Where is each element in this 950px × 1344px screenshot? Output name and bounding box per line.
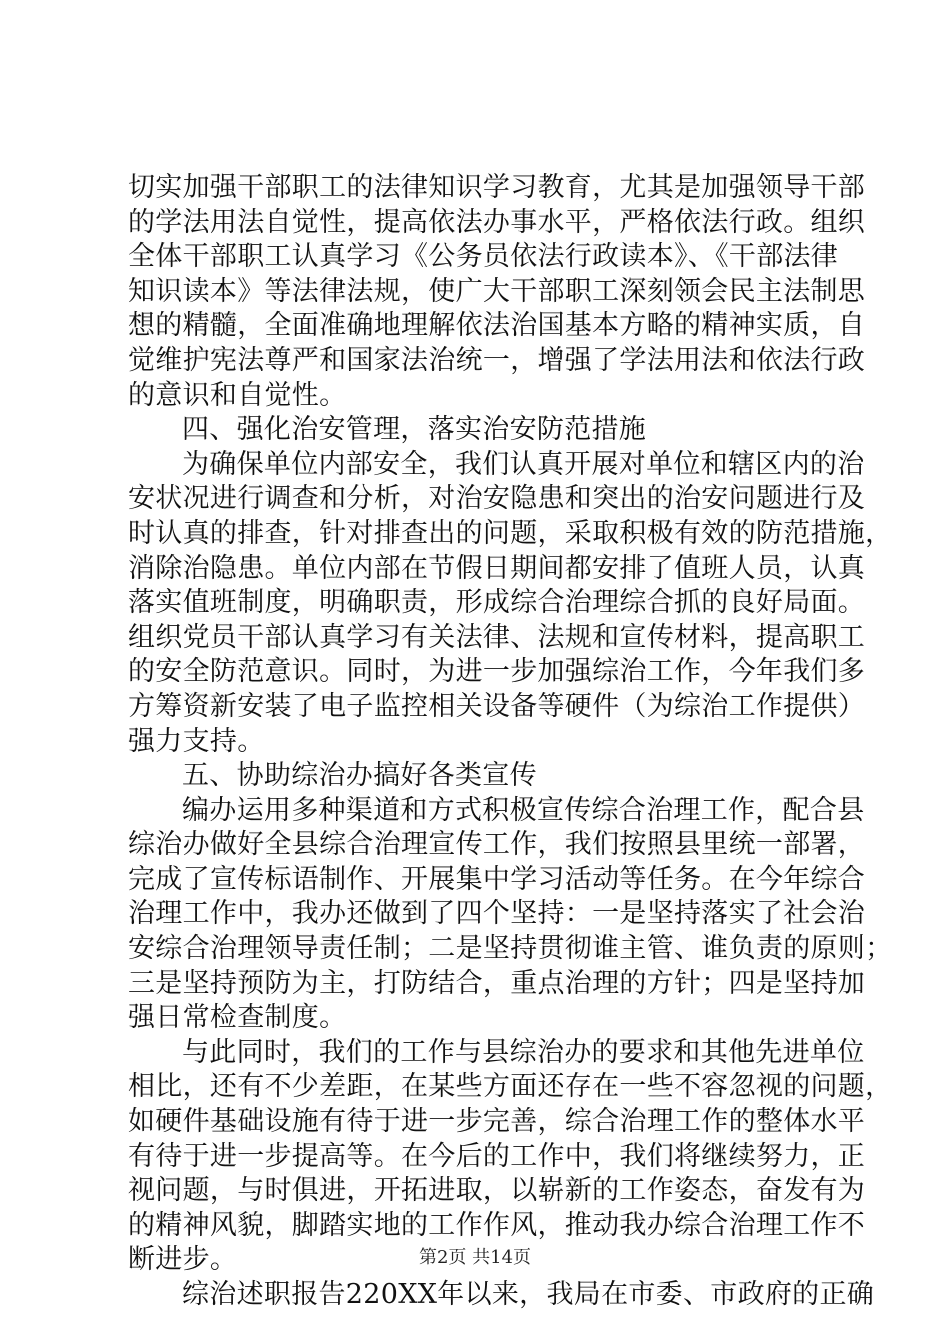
text-line: 断进步。: [128, 1244, 238, 1276]
text-line: 相比，还有不少差距，在某些方面还存在一些不容忽视的问题，: [128, 1071, 893, 1103]
text-line: 的精神风貌，脚踏实地的工作作风，推动我办综合治理工作不: [128, 1209, 866, 1241]
text-line: 编办运用多种渠道和方式积极宣传综合治理工作，配合县: [182, 794, 865, 826]
text-line: 与此同时，我们的工作与县综治办的要求和其他先进单位: [182, 1036, 865, 1068]
text-line: 觉维护宪法尊严和国家法治统一，增强了学法用法和依法行政: [128, 344, 866, 376]
document-body: [128, 171, 893, 1313]
text-line: 想的精髓，全面准确地理解依法治国基本方略的精神实质，自: [128, 310, 866, 342]
text-line: 完成了宣传标语制作、开展集中学习活动等任务。在今年综合: [128, 863, 866, 895]
text-line: 知识读本》等法律法规，使广大干部职工深刻领会民主法制思: [128, 275, 866, 307]
text-line: 安综合治理领导责任制；二是坚持贯彻谁主管、谁负责的原则；: [128, 933, 893, 965]
text-line: 三是坚持预防为主，打防结合，重点治理的方针；四是坚持加: [128, 967, 866, 999]
text-line: 有待于进一步提高等。在今后的工作中，我们将继续努力，正: [128, 1140, 866, 1172]
text-line: 的安全防范意识。同时，为进一步加强综治工作，今年我们多: [128, 656, 866, 688]
text-line: 如硬件基础设施有待于进一步完善，综合治理工作的整体水平: [128, 1106, 866, 1138]
text-line: 组织党员干部认真学习有关法律、法规和宣传材料，提高职工: [128, 621, 866, 653]
text-line: 时认真的排查，针对排查出的问题，采取积极有效的防范措施，: [128, 517, 893, 549]
text-line: 消除治隐患。单位内部在节假日期间都安排了值班人员，认真: [128, 552, 866, 584]
text-line: 强力支持。: [128, 725, 265, 757]
text-line: 治理工作中，我办还做到了四个坚持：一是坚持落实了社会治: [128, 898, 866, 930]
text-line: 落实值班制度，明确职责，形成综合治理综合抓的良好局面。: [128, 587, 866, 619]
text-line: 综治述职报告220XX年以来，我局在市委、市政府的正确: [182, 1279, 875, 1310]
page-number: 第2页 共14页: [418, 1247, 532, 1268]
text-line: 全体干部职工认真学习《公务员依法行政读本》、《干部法律: [128, 241, 839, 273]
section-heading: 四、强化治安管理，落实治安防范措施: [182, 414, 647, 446]
text-line: 综治办做好全县综合治理宣传工作，我们按照县里统一部署，: [128, 829, 866, 861]
text-line: 强日常检查制度。: [128, 1002, 347, 1034]
text-line: 的意识和自觉性。: [128, 379, 347, 411]
text-line: 视问题，与时俱进，开拓进取，以崭新的工作姿态，奋发有为: [128, 1175, 866, 1207]
text-line: 为确保单位内部安全，我们认真开展对单位和辖区内的治: [182, 448, 865, 480]
text-line: 方筹资新安装了电子监控相关设备等硬件（为综治工作提供）: [128, 690, 866, 722]
section-heading: 五、协助综治办搞好各类宣传: [182, 760, 537, 792]
text-line: 切实加强干部职工的法律知识学习教育，尤其是加强领导干部: [128, 172, 866, 203]
text-line: 的学法用法自觉性，提高依法办事水平，严格依法行政。组织: [128, 206, 866, 238]
text-line: 安状况进行调查和分析，对治安隐患和突出的治安问题进行及: [128, 483, 866, 515]
